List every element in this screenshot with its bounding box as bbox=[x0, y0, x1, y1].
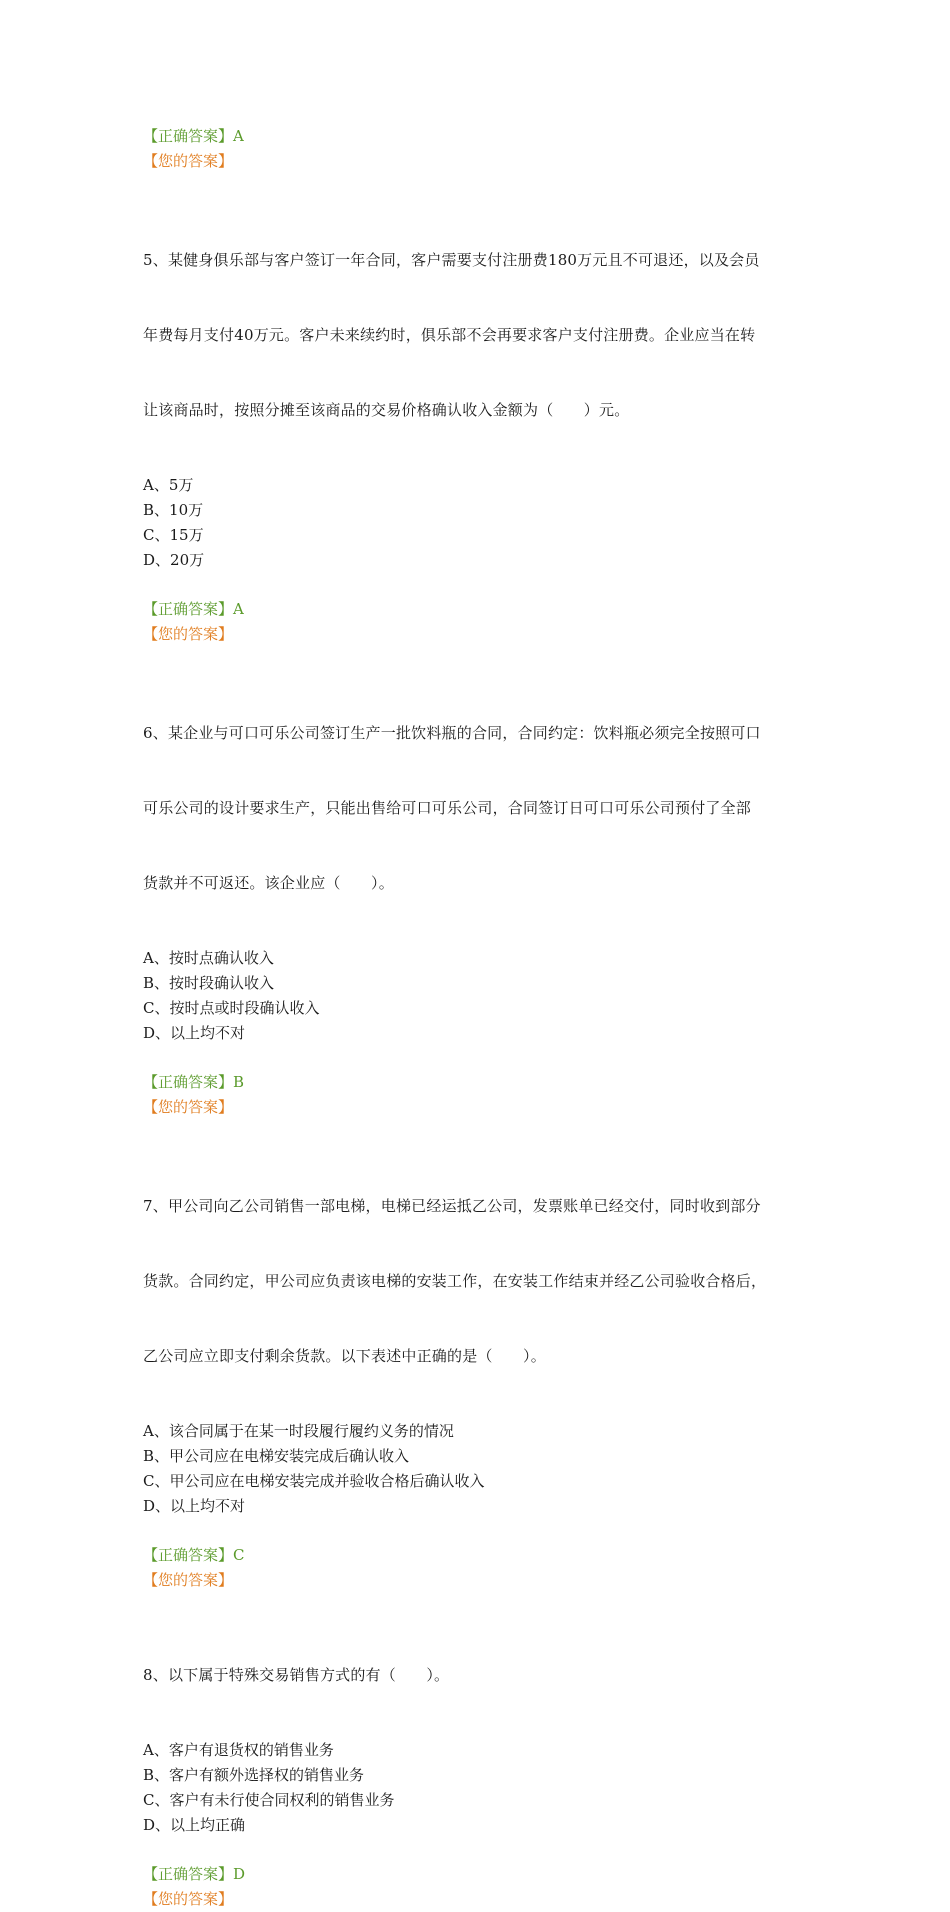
question-block bbox=[143, 671, 823, 1120]
question-block bbox=[143, 198, 823, 647]
question-stem-line: 乙公司应立即支付剩余货款。以下表述中正确的是（ ）。 bbox=[143, 1347, 546, 1365]
option-d: D、20万 bbox=[143, 551, 205, 569]
question-stem-line: 8、以下属于特殊交易销售方式的有（ ）。 bbox=[143, 1666, 450, 1684]
correct-answer-label: 【正确答案】D bbox=[143, 1865, 246, 1883]
your-answer-label: 【您的答案】 bbox=[143, 625, 234, 643]
option-b: B、甲公司应在电梯安装完成后确认收入 bbox=[143, 1447, 410, 1465]
your-answer-label: 【您的答案】 bbox=[143, 1571, 234, 1589]
correct-answer-label: 【正确答案】B bbox=[143, 1073, 245, 1091]
question-stem-line: 5、某健身俱乐部与客户签订一年合同，客户需要支付注册费180万元且不可退还，以及会员 bbox=[143, 251, 760, 269]
option-a: A、按时点确认收入 bbox=[143, 949, 274, 967]
option-a: A、客户有退货权的销售业务 bbox=[143, 1741, 334, 1759]
option-c: C、甲公司应在电梯安装完成并验收合格后确认收入 bbox=[143, 1472, 485, 1490]
option-b: B、按时段确认收入 bbox=[143, 974, 275, 992]
question-stem bbox=[143, 1144, 823, 1419]
option-c: C、15万 bbox=[143, 526, 204, 544]
correct-answer-label: 【正确答案】C bbox=[143, 1546, 245, 1564]
option-c: C、客户有未行使合同权利的销售业务 bbox=[143, 1791, 395, 1809]
option-d: D、以上均不对 bbox=[143, 1497, 246, 1515]
question-stem-line: 可乐公司的设计要求生产，只能出售给可口可乐公司，合同签订日可口可乐公司预付了全部 bbox=[143, 799, 752, 817]
question-stem-line: 让该商品时，按照分摊至该商品的交易价格确认收入金额为（ ）元。 bbox=[143, 401, 630, 419]
question-stem-line: 年费每月支付40万元。客户未来续约时，俱乐部不会再要求客户支付注册费。企业应当在转 bbox=[143, 326, 756, 344]
question-block bbox=[143, 1144, 823, 1593]
option-a: A、该合同属于在某一时段履行履约义务的情况 bbox=[143, 1422, 454, 1440]
correct-answer-label: 【正确答案】A bbox=[143, 600, 244, 618]
question-stem-line: 6、某企业与可口可乐公司签订生产一批饮料瓶的合同，合同约定：饮料瓶必须完全按照可口 bbox=[143, 724, 761, 742]
question-stem bbox=[143, 1613, 823, 1738]
your-answer-label: 【您的答案】 bbox=[143, 152, 234, 170]
your-answer-label: 【您的答案】 bbox=[143, 1890, 234, 1908]
question-stem bbox=[143, 671, 823, 946]
option-d: D、以上均正确 bbox=[143, 1816, 246, 1834]
option-b: B、客户有额外选择权的销售业务 bbox=[143, 1766, 365, 1784]
option-b: B、10万 bbox=[143, 501, 204, 519]
option-d: D、以上均不对 bbox=[143, 1024, 246, 1042]
question-document bbox=[143, 124, 823, 1912]
option-c: C、按时点或时段确认收入 bbox=[143, 999, 320, 1017]
question-stem-line: 货款并不可返还。该企业应（ ）。 bbox=[143, 874, 394, 892]
question-stem-line: 货款。合同约定，甲公司应负责该电梯的安装工作，在安装工作结束并经乙公司验收合格后， bbox=[143, 1272, 767, 1290]
your-answer-label: 【您的答案】 bbox=[143, 1098, 234, 1116]
option-a: A、5万 bbox=[143, 476, 194, 494]
question-stem-line: 7、甲公司向乙公司销售一部电梯，电梯已经运抵乙公司，发票账单已经交付，同时收到部分 bbox=[143, 1197, 761, 1215]
question-stem bbox=[143, 198, 823, 473]
question-block bbox=[143, 1613, 823, 1912]
correct-answer-label: 【正确答案】A bbox=[143, 127, 244, 145]
